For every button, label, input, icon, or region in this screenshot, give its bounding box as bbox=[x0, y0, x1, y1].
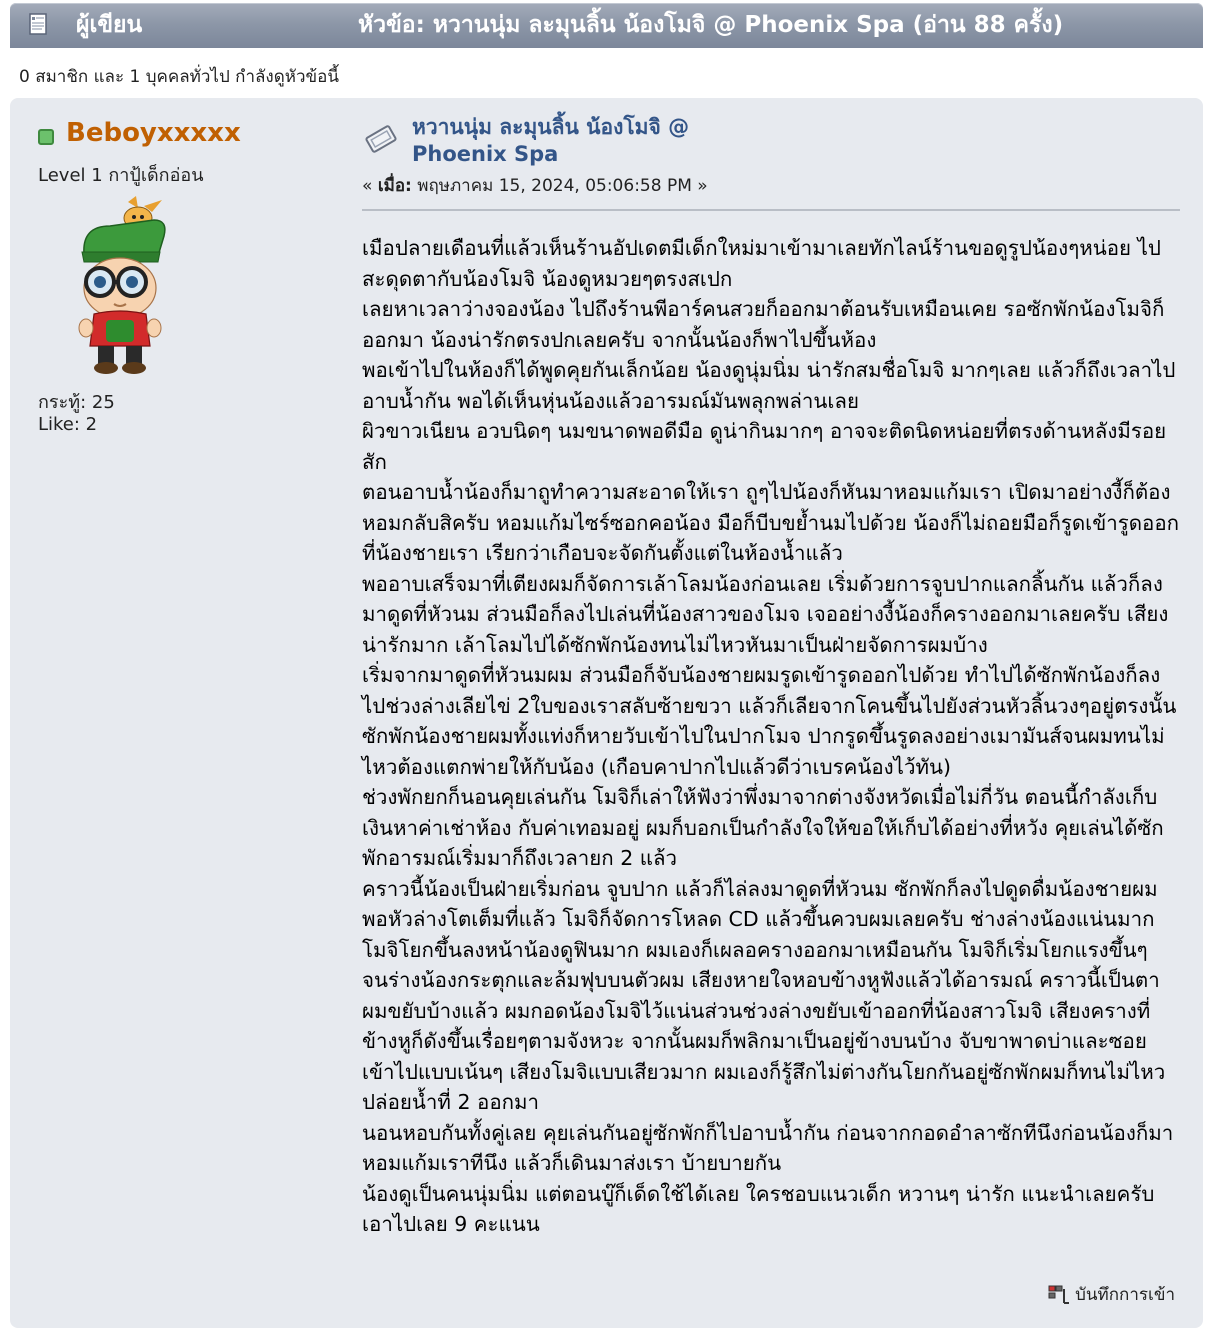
post-paragraph: ช่วงพักยกก็นอนคุยเล่นกัน โมจิก็เล่าให้ฟังว่าพึ่งมาจากต่างจังหวัดเมื่อไม่กี่วัน ตอนนี้กำลังเก็บเงินหาค่าเช่าห้อง กับค่าเทอมอยู่ ผมก็บอกเป็นกำลังใจให้ขอให้เก็บได้อย่างที่หวัง คุยเล่นได้ซักพักอารมณ์เริ่มมาก็ถึงเวลายก 2 แล้ว bbox=[362, 785, 1164, 870]
post-date-suffix: » bbox=[697, 176, 708, 196]
post-paragraph: เลยหาเวลาว่างจองน้อง ไปถึงร้านพีอาร์คนสวยก็ออกมาต้อนรับเหมือนเคย รอซักพักน้องโมจิก็ออกมา น้องน่ารักตรงปกเลยครับ จากนั้นน้องก็พาไปขึ้นห้อง bbox=[362, 297, 1165, 352]
topic-title: หัวข้อ: หวานนุ่ม ละมุนลิ้น น้องโมจิ @ Phoenix Spa (อ่าน 88 ครั้ง) bbox=[358, 12, 1064, 38]
post-paragraph: พอเข้าไปในห้องก็ได้พูดคุยกันเล็กน้อย น้องดูนุ่มนิ่ม น่ารักสมชื่อโมจิ มากๆเลย แล้วก็ถึงเวลาไปอาบน้ำกัน พอได้เห็นหุ่นน้องแล้วอารมณ์มันพลุกพล่านเลย bbox=[362, 358, 1176, 413]
message-icon bbox=[364, 122, 398, 156]
post-body bbox=[362, 233, 1180, 1240]
author-column-label: ผู้เขียน bbox=[76, 12, 143, 38]
viewers-info: 0 สมาชิก และ 1 บุคคลทั่วไป กำลังดูหัวข้อนี้ bbox=[19, 67, 339, 87]
poster-name-link[interactable]: Beboyxxxxx bbox=[66, 118, 241, 148]
post-date-prefix: « bbox=[362, 176, 373, 196]
topic-header-bar bbox=[10, 3, 1203, 48]
post-container bbox=[10, 98, 1203, 1328]
post-paragraph: คราวนี้น้องเป็นฝ่ายเริ่มก่อน จูบปาก แล้วก็ไล่ลงมาดูดที่หัวนม ซักพักก็ลงไปดูดดื่มน้องชายผม พอหัวล่างโตเต็มที่แล้ว โมจิก็จัดการโหลด CD แล้วขึ้นควบผมเลยครับ ช่างล่างน้องแน่นมาก โมจิโยกขึ้นลงหน้าน้องดูฟินมาก ผมเองก็เผลอครางออกมาเหมือนกัน โมจิก็เริ่มโยกแรงขึ้นๆ จนร่างน้องกระตุกและล้มฟุบบนตัวผม เสียงหายใจหอบข้างหูฟังแล้วได้อารมณ์ คราวนี้เป็นตาผมขยับบ้างแล้ว ผมกอดน้องโมจิไว้แน่นส่วนช่วงล่างขยับเข้าออกที่น้องสาวโมจิ เสียงครางที่ข้างหูก็ดังขึ้นเรื่อยๆตามจังหวะ จากนั้นผมก็พลิกมาเป็นอยู่ข้างบนบ้าง จับขาพาดบ่าและซอยเข้าไปแบบเน้นๆ เสียงโมจิแบบเสียวมาก ผมเองก็รู้สึกไม่ต่างกันโยกกันอยู่ซักพักผมก็ทนไม่ไหวปล่อยน้ำที่ 2 ออกมา bbox=[362, 876, 1166, 1114]
post-paragraph: เริ่มจากมาดูดที่หัวนมผม ส่วนมือก็จับน้องชายผมรูดเข้ารูดออกไปด้วย ทำไปได้ซักพักน้องก็ลงไปช่วงล่างเลียไข่ 2ใบของเราสลับซ้ายขวา แล้วก็เลียจากโคนขึ้นไปยังส่วนหัวลิ้นวงๆอยู่ตรงนั้น ซักพักน้องชายผมทั้งแท่งก็หายวับเข้าไปในปากโมจ ปากรูดขึ้นรูดลงอย่างเมามันส์จนผมทนไม่ไหวต้องแตกพ่ายให้กับน้อง (เกือบคาปากไปแล้วดีว่าเบรคน้องไว้ทัน) bbox=[362, 663, 1177, 779]
ip-logged[interactable] bbox=[1047, 1281, 1175, 1308]
post-paragraph: น้องดูเป็นคนนุ่มนิ่ม แต่ตอนบู๊ก็เด็ดใช้ได้เลย ใครชอบแนวเด็ก หวานๆ น่ารัก แนะนำเลยครับ bbox=[362, 1181, 1155, 1206]
ip-logged-icon bbox=[1047, 1283, 1071, 1307]
post-paragraph: เมือปลายเดือนที่แล้วเห็นร้านอัปเดตมีเด็กใหม่มาเข้ามาเลยทักไลน์ร้านขอดูรูปน้องๆหน่อย ไปสะดุดตากับน้องโมจิ น้องดูหมวยๆตรงสเปก bbox=[362, 236, 1161, 291]
post-divider bbox=[362, 209, 1180, 211]
poster-likes: Like: 2 bbox=[38, 414, 98, 435]
ip-logged-label: บันทึกการเข้า bbox=[1075, 1285, 1175, 1305]
post-paragraph: ตอนอาบน้ำน้องก็มาถูทำความสะอาดให้เรา ถูๆไปน้องก็หันมาหอมแก้มเรา เปิดมาอย่างงี้ก็ต้องหอมกลับสิครับ หอมแก้มไซร์ซอกคอน้อง มือก็บีบขย้ำนมไปด้วย น้องก็ไม่ถอยมือก็รูดเข้ารูดออกที่น้องชายเรา เรียกว่าเกือบจะจัดกันตั้งแต่ในห้องน้ำแล้ว bbox=[362, 480, 1180, 565]
poster-level: Level 1 กาปู้เด็กอ่อน bbox=[38, 165, 204, 186]
post-date bbox=[362, 172, 708, 199]
post-date-label: เมื่อ: bbox=[377, 176, 412, 196]
poster-post-count: กระทู้: 25 bbox=[38, 392, 115, 413]
avatar[interactable] bbox=[66, 196, 176, 376]
online-status-icon bbox=[38, 129, 54, 145]
post-paragraph: นอนหอบกันทั้งคู่เลย คุยเล่นกันอยู่ซักพักก็ไปอาบน้ำกัน ก่อนจากกอดอำลาซักทีนึงก่อนน้องก็มาหอมแก้มเราทีนึง แล้วก็เดินมาส่งเรา บ้ายบายกัน bbox=[362, 1120, 1174, 1175]
document-icon bbox=[28, 13, 50, 37]
post-date-value: พฤษภาคม 15, 2024, 05:06:58 PM bbox=[417, 176, 692, 196]
post-paragraph: ผิวขาวเนียน อวบนิดๆ นมขนาดพอดีมือ ดูน่ากินมากๆ อาจจะติดนิดหน่อยที่ตรงด้านหลังมีรอยสัก bbox=[362, 419, 1167, 474]
post-subject-link[interactable]: หวานนุ่ม ละมุนลิ้น น้องโมจิ @ Phoenix Spa bbox=[412, 115, 690, 166]
post-paragraph: เอาไปเลย 9 คะแนน bbox=[362, 1212, 540, 1236]
post-paragraph: พออาบเสร็จมาที่เตียงผมก็จัดการเล้าโลมน้องก่อนเลย เริ่มด้วยการจูบปากแลกลิ้นกัน แล้วก็ลงมาดูดที่หัวนม ส่วนมือก็ลงไปเล่นที่น้องสาวของโมจ เจออย่างงี้น้องก็ครางออกมาเลยครับ เสียงน่ารักมาก เล้าโลมไปได้ซักพักน้องทนไม่ไหวหันมาเป็นฝ่ายจัดการผมบ้าง bbox=[362, 571, 1169, 657]
